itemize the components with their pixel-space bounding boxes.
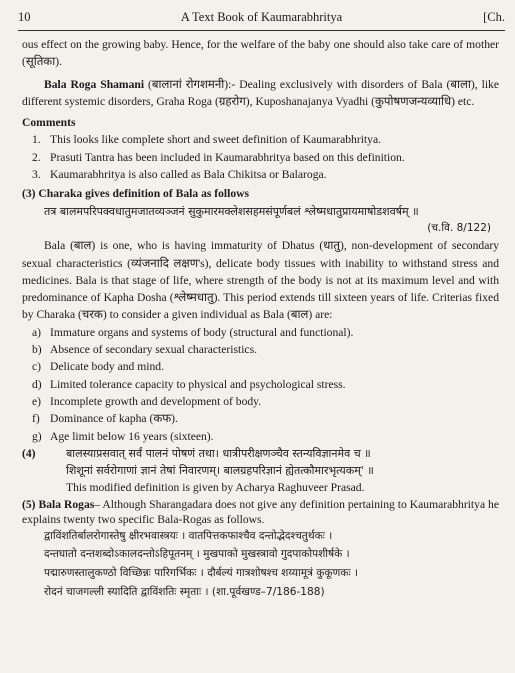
list-item — [22, 410, 499, 427]
page-header — [18, 10, 505, 31]
list-item — [22, 149, 499, 166]
definition-four — [22, 445, 499, 480]
list-text: Delicate body and mind. — [50, 360, 164, 374]
definition-four-note: This modified definition is given by Acharya Raghuveer Prasad. — [66, 481, 365, 495]
list-number: 1. — [32, 133, 41, 147]
list-text: Prasuti Tantra has been included in Kaumarabhritya based on this definition. — [50, 150, 405, 164]
bala-rogas-paragraph — [22, 497, 499, 527]
charaka-heading: (3) Charaka gives definition of Bala as follows — [22, 187, 250, 201]
list-text: Immature organs and systems of body (structural and functional). — [50, 325, 354, 339]
list-text: Limited tolerance capacity to physical and psychological stress. — [50, 377, 346, 391]
list-item — [22, 393, 499, 410]
list-item — [22, 166, 499, 183]
list-marker: b) — [32, 343, 42, 357]
page-number: 10 — [18, 10, 31, 24]
bala-rogas-text: – Although Sharangadara does not give any definition pertaining to Kaumarabhritya he explains twenty two specific Bala-Rogas as follows. — [22, 497, 499, 526]
verse-line: द्वाविंशतिर्बालरोगास्तेषु क्षीरभवास्त्रयः । वातपित्तकफाश्चैव दन्तोद्भेदश्चतुर्थकः । — [44, 529, 333, 542]
list-text: Incomplete growth and development of body. — [50, 394, 262, 408]
verse-line: पद्मारुणस्तालुकण्ठो विच्छिन्नः पारिगर्भिकः । दौर्बल्यं गात्रशोषश्च शय्यामूत्रं कुकूणकः । — [44, 566, 358, 579]
list-item — [22, 376, 499, 393]
definition-four-line-2: शिशूनां सर्वरोगाणां ज्ञानं तेषां निवारणम्। बालग्रहपरिज्ञानं ह्येतत्कौमारभृत्यकम्' ॥ — [66, 464, 374, 478]
bala-rogas-verses — [22, 527, 499, 601]
bala-definition-paragraph: Bala (बाल) is one, who is having immaturity of Dhatus (धातु), non-development of secondary sexual characteristics (व्यंजनादि लक्षण's), delicate body tissues with inability to withstand stress and medicines. Bala is that stage of life, where strength of the body is not at its maximum level and with predominance of Kapha Dosha (श्लेष्मधातु). This period extends till sixteen years of life. Criterias fixed by Charaka (चरक) to consider a given individual as Bala (बाल) are: — [22, 239, 499, 322]
list-text: Dominance of kapha (कफ). — [50, 412, 178, 426]
list-number: 2. — [32, 150, 41, 164]
running-title: A Text Book of Kaumarabhritya — [180, 10, 343, 24]
shamani-text: (बालानां रोगशमनी):- Dealing exclusively with disorders of Bala (बाला), like different systemic disorders, Graha Roga (ग्रहरोग), Kuposhanajanya Vyadhi (कुपोषणजन्यव्याधि) etc. — [22, 77, 499, 108]
intro-paragraph: ous effect on the growing baby. Hence, for the welfare of the baby one should also take care of mother (सूतिका). — [22, 38, 499, 69]
list-text: Age limit below 16 years (sixteen). — [50, 429, 214, 443]
list-marker: d) — [32, 377, 42, 391]
list-number: 3. — [32, 168, 41, 182]
definition-four-number: (4) — [22, 446, 36, 460]
list-item — [22, 341, 499, 358]
list-marker: g) — [32, 429, 42, 443]
bala-rogas-heading: (5) Bala Rogas — [22, 497, 95, 511]
list-marker: a) — [32, 325, 42, 339]
page-body — [22, 36, 499, 601]
comments-heading: Comments — [22, 116, 76, 130]
charaka-verse: तत्र बालमपरिपक्वधातुमजातव्यञ्जनं सुकुमारमक्लेशसहमसंपूर्णबलं श्लेष्मधातुप्रायमाषोडशवर्षम् ॥ — [44, 204, 419, 218]
verse-line: दन्तघातो दन्तशब्दोऽकालदन्तोऽहिपूतनम् । मुखपाको मुखस्त्रावो गुदपाकोपशीर्षके । — [44, 548, 350, 561]
criteria-list — [22, 324, 499, 445]
shamani-paragraph — [22, 76, 499, 111]
definition-four-line-1: बालस्याप्रसवात् सर्वं पालनं पोषणं तथा। धात्रीपरीक्षणञ्चैव स्तन्यविज्ञानमेव च ॥ — [66, 446, 371, 460]
verse-line: रोदनं चाजगल्ली स्यादिति द्वाविंशतिः स्मृताः । (शा.पूर्वखण्ड–7/186-188) — [44, 585, 325, 598]
list-marker: f) — [32, 412, 40, 426]
comments-list — [22, 131, 499, 183]
list-marker: c) — [32, 360, 42, 374]
list-item — [22, 324, 499, 341]
list-item — [22, 428, 499, 445]
chapter-marker: [Ch. — [483, 10, 505, 24]
list-item — [22, 358, 499, 375]
list-marker: e) — [32, 394, 42, 408]
list-text: Kaumarabhritya is also called as Bala Chikitsa or Balaroga. — [50, 168, 327, 182]
shamani-term: Bala Roga Shamani — [44, 77, 145, 91]
charaka-verse-reference: (च.वि. 8/122) — [427, 221, 491, 234]
list-item — [22, 131, 499, 148]
list-text: This looks like complete short and sweet definition of Kaumarabhritya. — [50, 133, 381, 147]
list-text: Absence of secondary sexual characteristics. — [50, 343, 257, 357]
